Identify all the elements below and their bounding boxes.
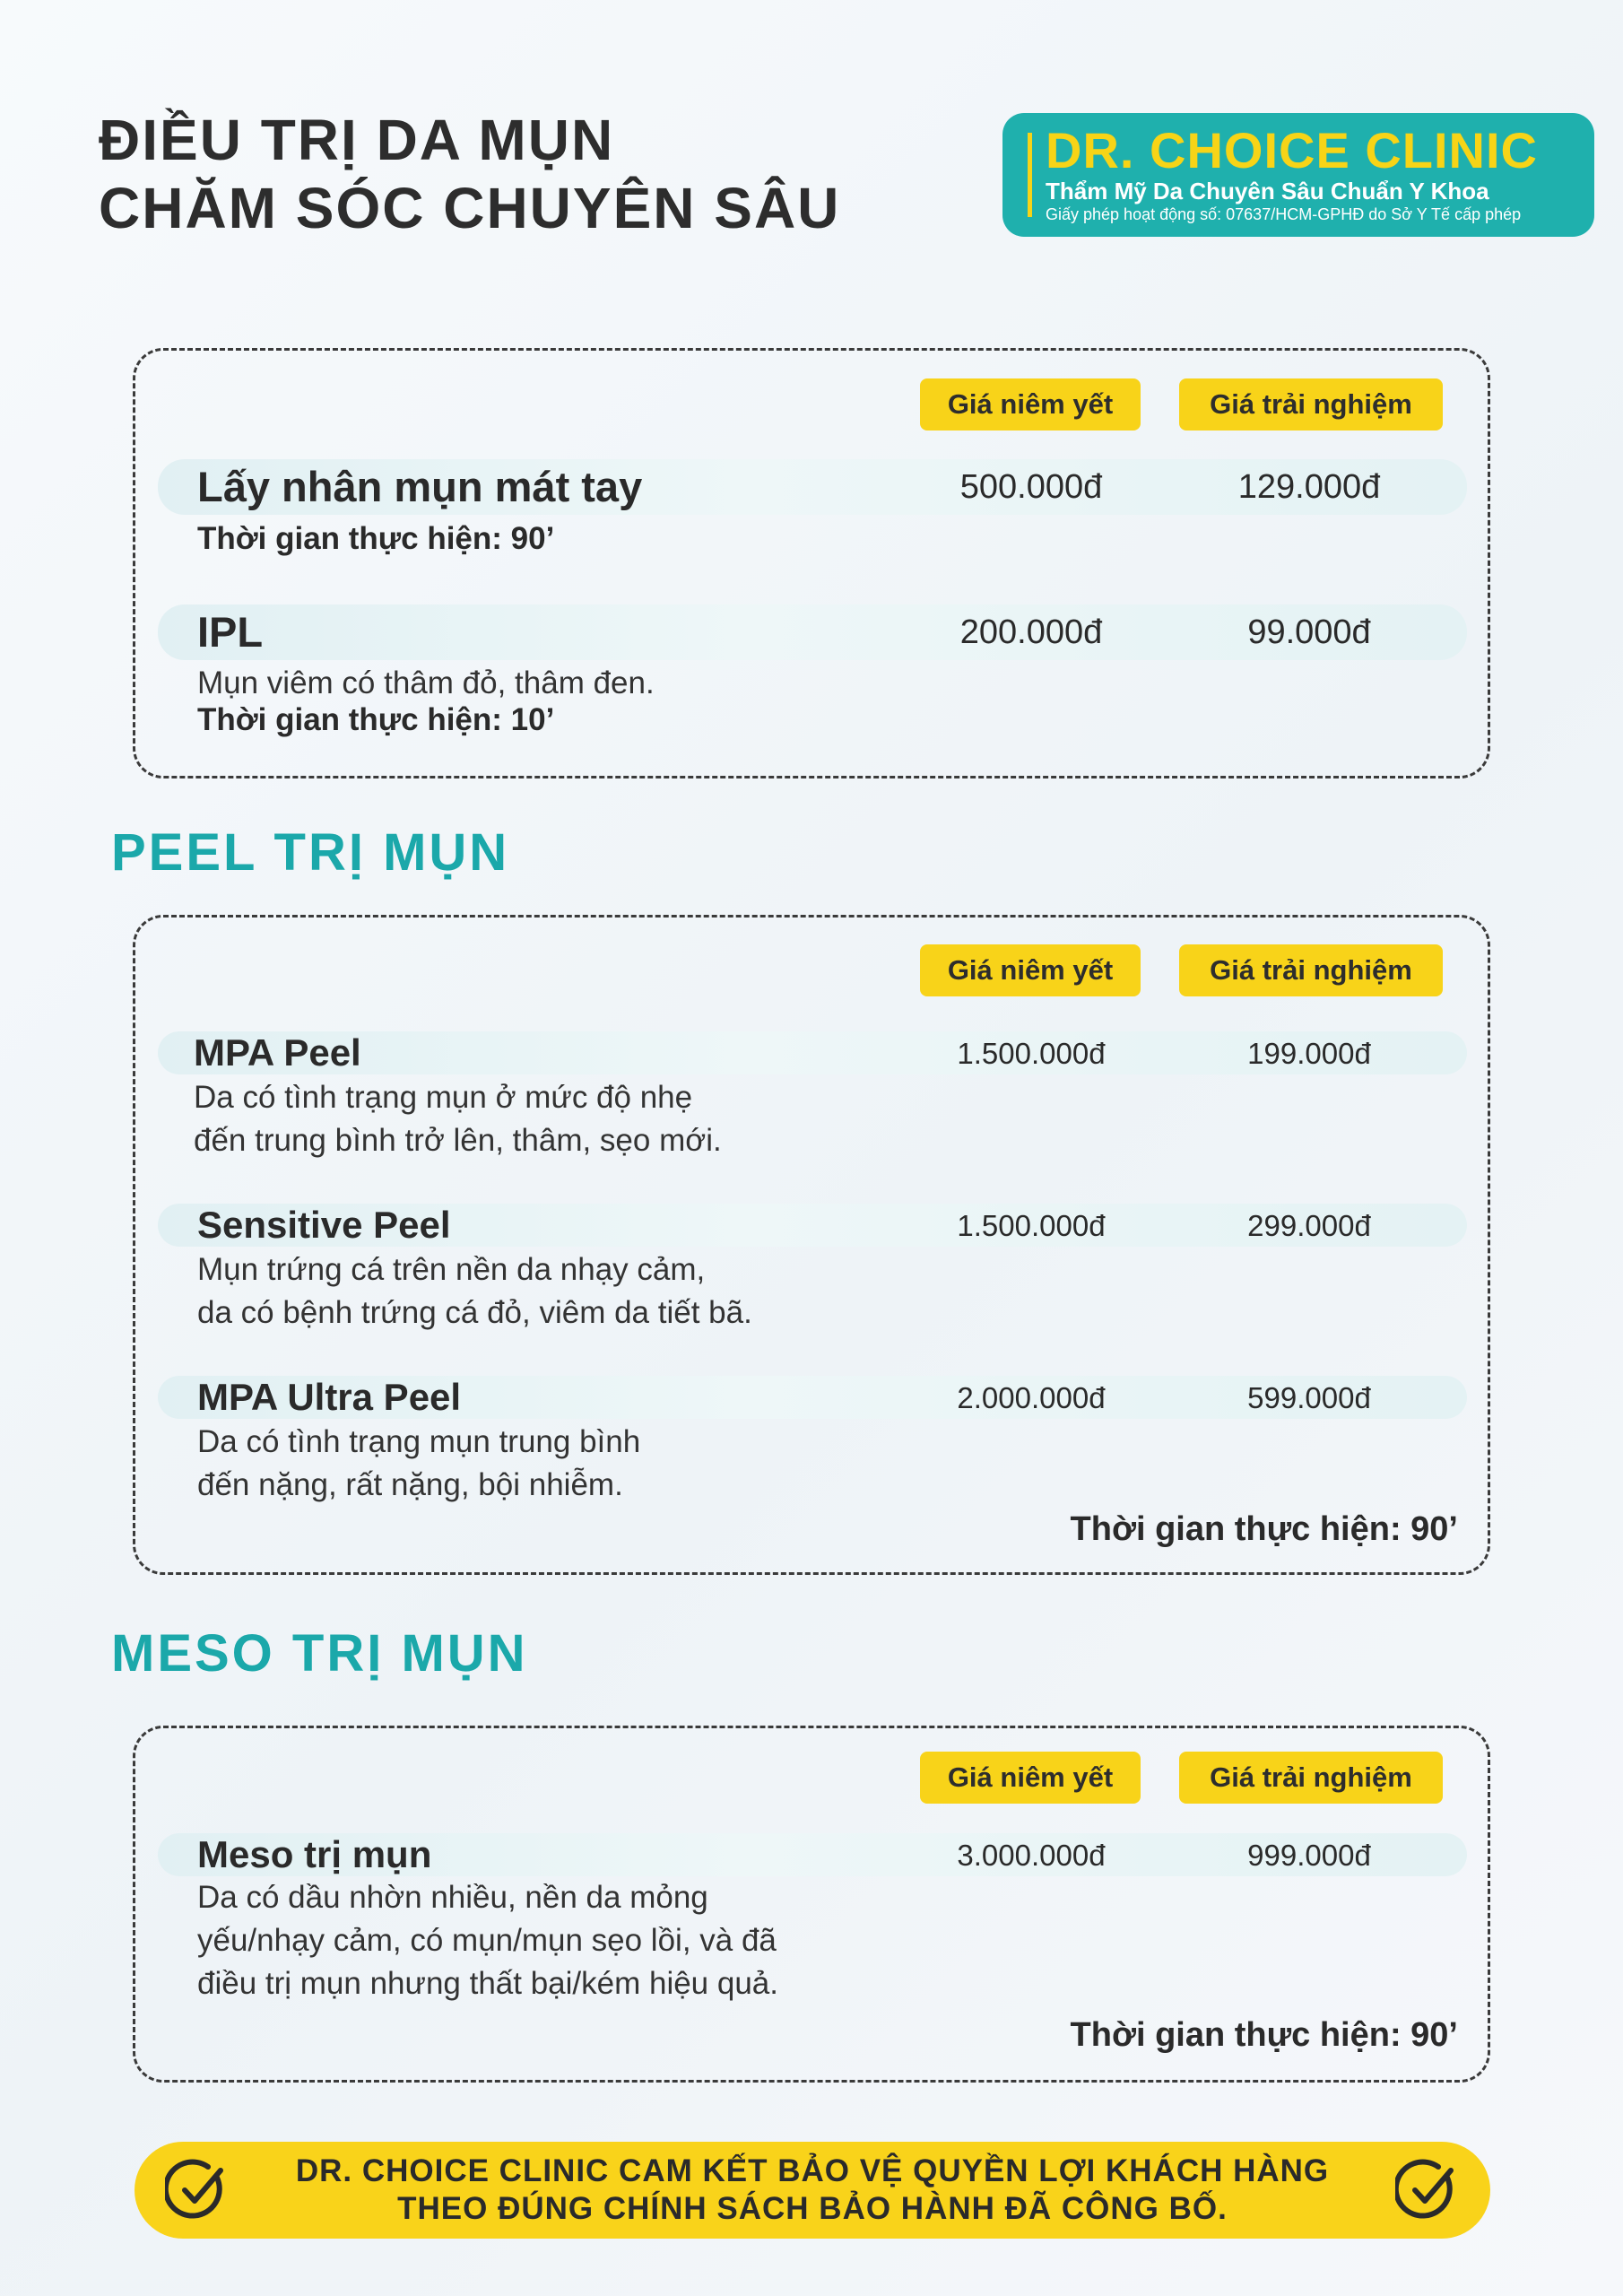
list-price-badge: Giá niêm yết: [920, 378, 1141, 430]
commitment-line1: DR. CHOICE CLINIC CAM KẾT BẢO VỆ QUYỀN LỢI KHÁCH HÀNG: [295, 2153, 1330, 2188]
trial-price-badge: Giá trải nghiệm: [1179, 378, 1443, 430]
list-price: 200.000đ: [959, 613, 1103, 651]
list-price: 1.500.000đ: [957, 1037, 1106, 1070]
service-name: Meso trị mụn: [197, 1833, 432, 1875]
service-name: Sensitive Peel: [197, 1204, 451, 1246]
trial-price: 599.000đ: [1247, 1381, 1371, 1414]
brand-tagline: Thẩm Mỹ Da Chuyên Sâu Chuẩn Y Khoa: [1046, 178, 1489, 204]
trial-price: 99.000đ: [1247, 613, 1371, 651]
duration-text: Thời gian thực hiện: 90’: [1070, 2016, 1458, 2054]
brand-divider: [1028, 133, 1032, 217]
commitment-banner: [135, 2142, 1490, 2239]
commitment-text: [269, 2152, 1356, 2228]
service-description: Da có dầu nhờn nhiều, nền da mỏng: [197, 1880, 708, 1915]
duration-text: Thời gian thực hiện: 10’: [197, 702, 555, 737]
service-name: Lấy nhân mụn mát tay: [197, 463, 643, 510]
brand-license: Giấy phép hoạt động số: 07637/HCM-GPHĐ do Sở Y Tế cấp phép: [1046, 205, 1522, 223]
check-circle-icon: [165, 2158, 230, 2222]
duration-text: Thời gian thực hiện: 90’: [1070, 1510, 1458, 1548]
service-description: Da có tình trạng mụn ở mức độ nhẹ: [194, 1080, 693, 1115]
section-title-peel: PEEL TRỊ MỤN: [111, 823, 510, 882]
service-name: MPA Ultra Peel: [197, 1376, 462, 1418]
service-description: Da có tình trạng mụn trung bình: [197, 1424, 641, 1459]
duration-text: Thời gian thực hiện: 90’: [197, 521, 555, 556]
trial-price: 199.000đ: [1247, 1037, 1371, 1070]
service-description: điều trị mụn nhưng thất bại/kém hiệu quả.: [197, 1966, 778, 2001]
service-description: Mụn trứng cá trên nền da nhạy cảm,: [197, 1252, 706, 1287]
list-price-badge: Giá niêm yết: [920, 944, 1141, 996]
service-description: da có bệnh trứng cá đỏ, viêm da tiết bã.: [197, 1295, 752, 1330]
trial-price: 999.000đ: [1247, 1839, 1371, 1872]
section-title-meso: MESO TRỊ MỤN: [111, 1624, 528, 1683]
list-price: 2.000.000đ: [957, 1381, 1106, 1414]
service-description: đến nặng, rất nặng, bội nhiễm.: [197, 1467, 623, 1502]
page-title: [99, 106, 840, 242]
trial-price-badge: Giá trải nghiệm: [1179, 1752, 1443, 1804]
service-description: Mụn viêm có thâm đỏ, thâm đen.: [197, 665, 655, 700]
list-price-badge: Giá niêm yết: [920, 1752, 1141, 1804]
page-title-line2: CHĂM SÓC CHUYÊN SÂU: [99, 176, 841, 240]
trial-price: 299.000đ: [1247, 1209, 1371, 1242]
check-circle-icon: [1395, 2158, 1460, 2222]
trial-price-badge: Giá trải nghiệm: [1179, 944, 1443, 996]
list-price: 500.000đ: [959, 468, 1103, 506]
service-description: đến trung bình trở lên, thâm, sẹo mới.: [194, 1123, 722, 1158]
service-name: MPA Peel: [194, 1031, 361, 1074]
service-name: IPL: [197, 608, 264, 656]
trial-price: 129.000đ: [1237, 468, 1381, 506]
service-description: yếu/nhạy cảm, có mụn/mụn sẹo lồi, và đã: [197, 1923, 777, 1958]
brand-logo-box: [1002, 113, 1594, 237]
page-title-line1: ĐIỀU TRỊ DA MỤN: [99, 108, 615, 172]
list-price: 1.500.000đ: [957, 1209, 1106, 1242]
brand-name: DR. CHOICE CLINIC: [1046, 122, 1538, 178]
list-price: 3.000.000đ: [957, 1839, 1106, 1872]
commitment-line2: THEO ĐÚNG CHÍNH SÁCH BẢO HÀNH ĐÃ CÔNG BỐ.: [397, 2191, 1228, 2226]
